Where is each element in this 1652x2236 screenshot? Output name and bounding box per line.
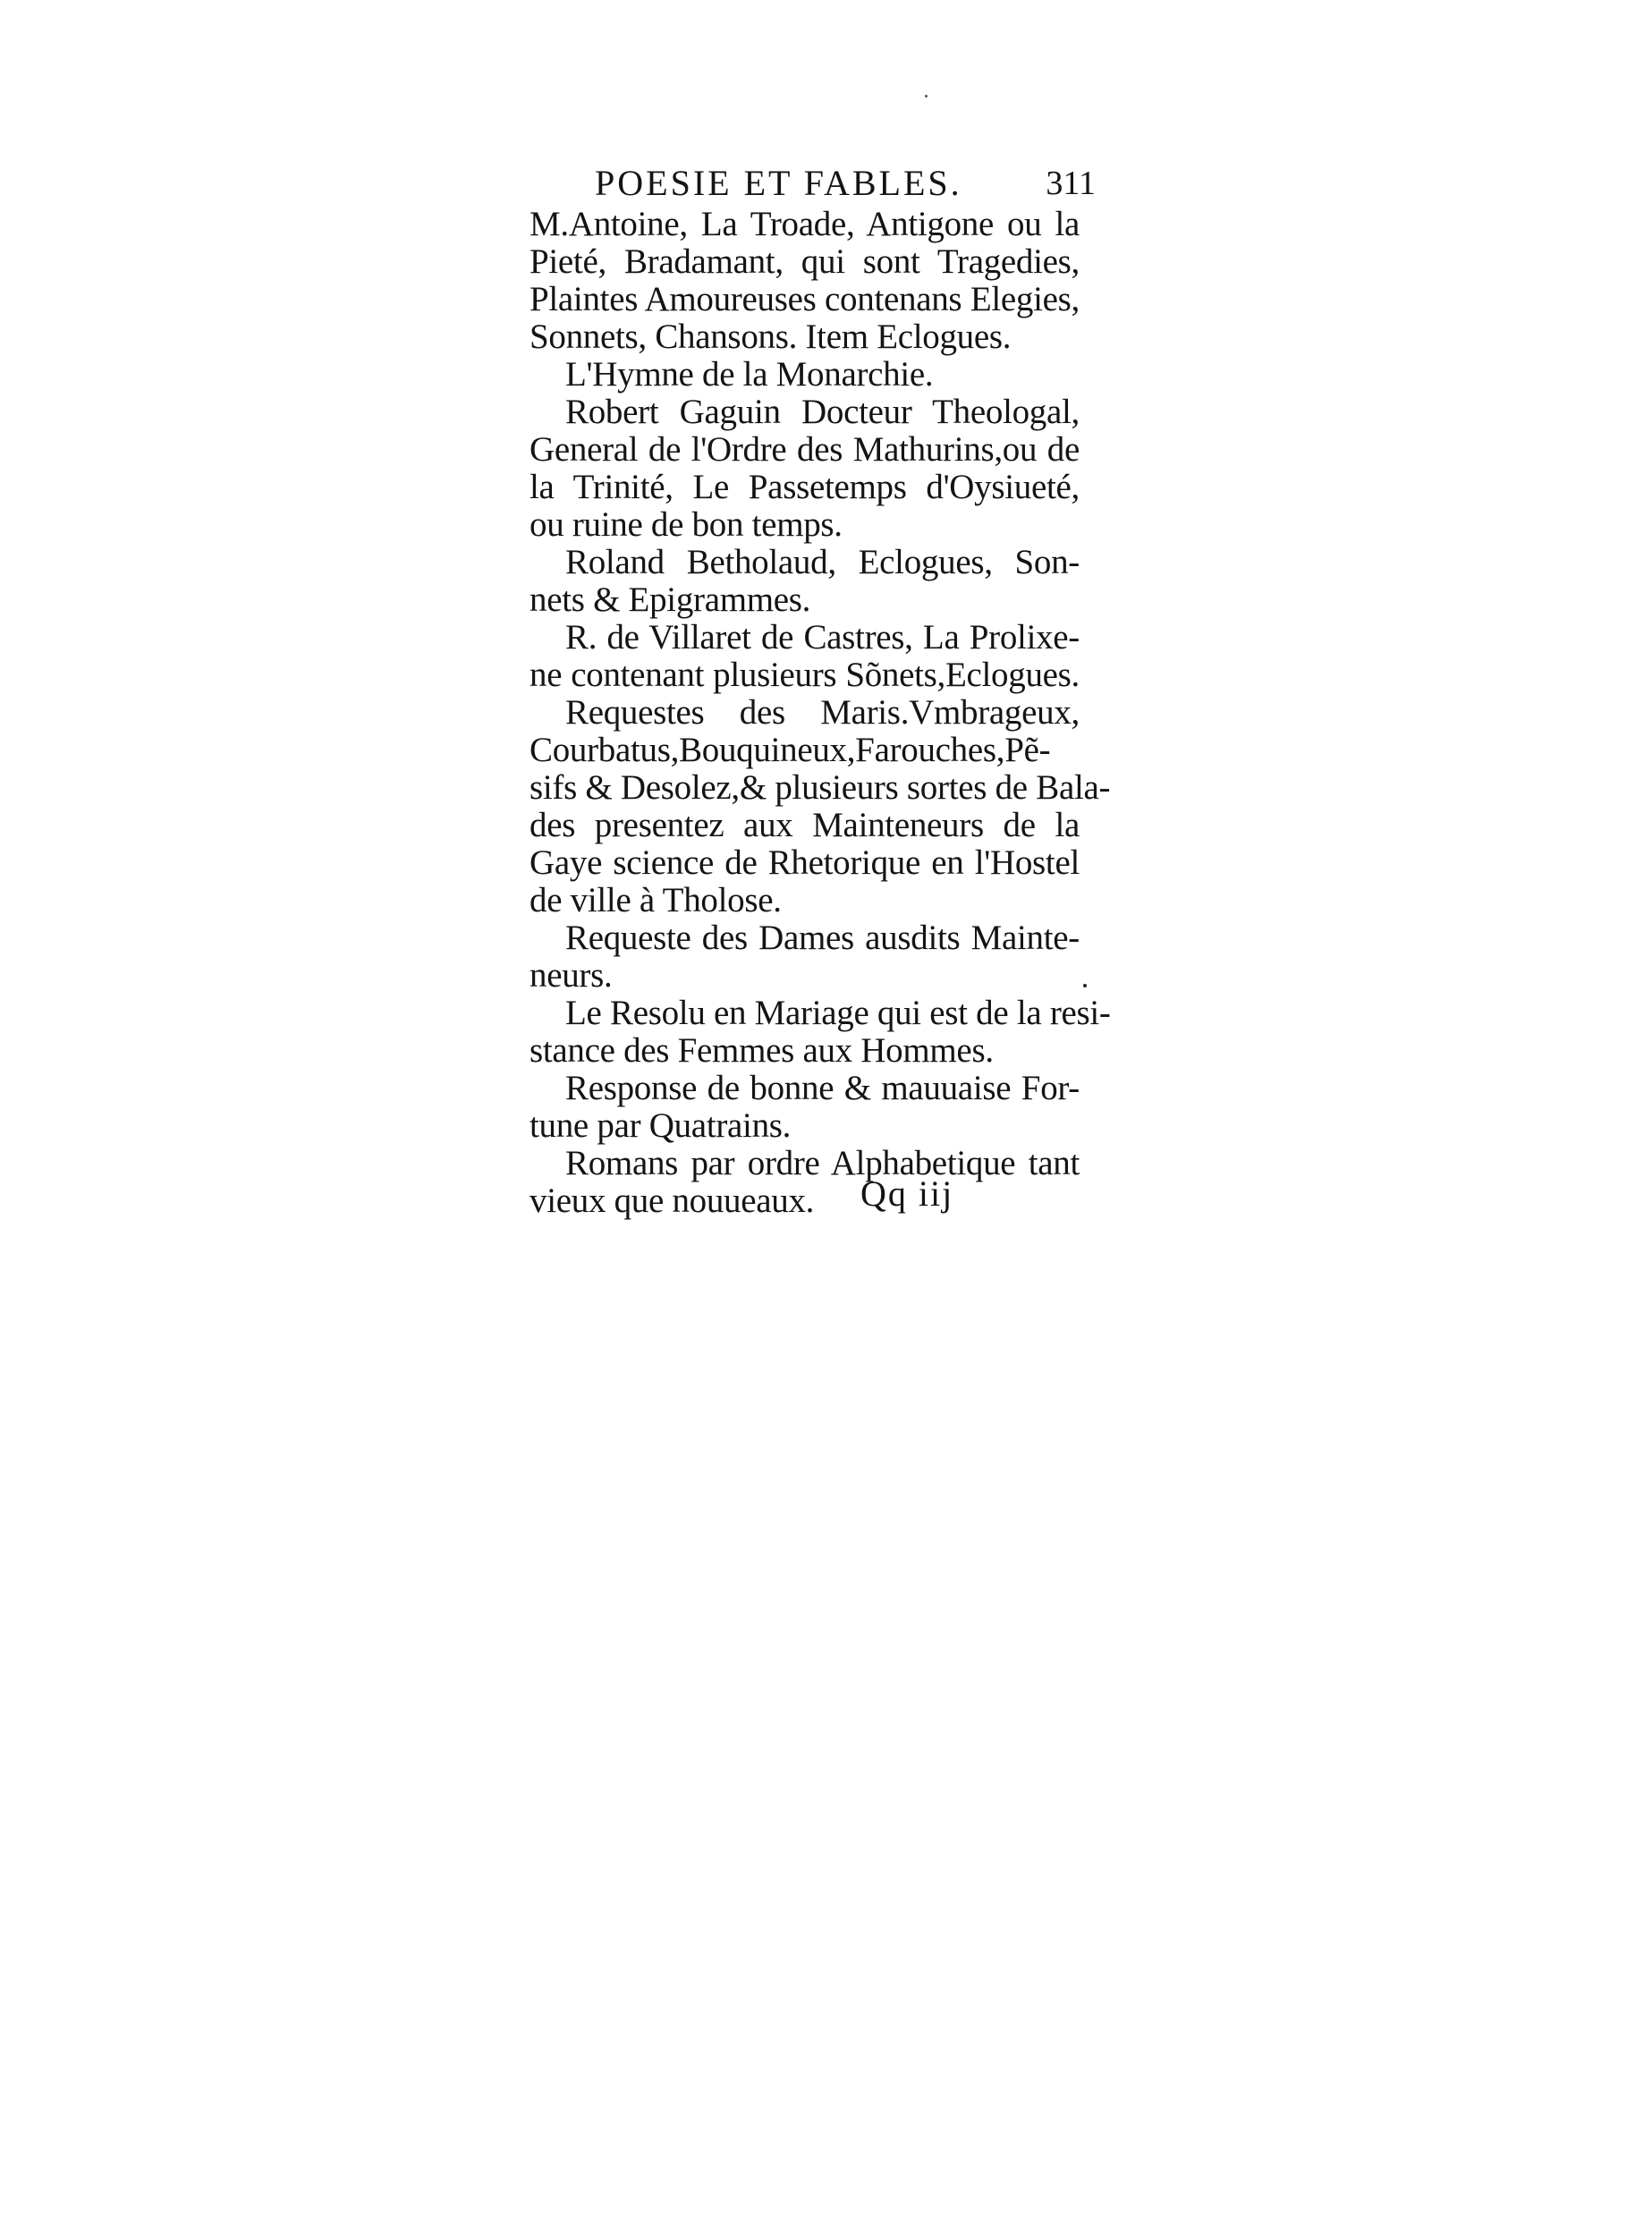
text-line: sifs & Desolez,& plusieurs sortes de Bala-	[529, 768, 1111, 807]
catalog-text	[529, 205, 1111, 1220]
text-line: stance des Femmes aux Hommes.	[529, 1031, 994, 1070]
text-line: R. de Villaret de Castres, La Prolixe-	[565, 618, 1080, 656]
text-line: Requestes des Maris.Vmbrageux,	[565, 693, 1080, 732]
text-line: des presentez aux Mainteneurs de la	[529, 806, 1080, 844]
text-line: General de l'Ordre des Mathurins,ou de	[529, 430, 1080, 469]
signature-mark: Qq iij	[860, 1173, 954, 1214]
text-line: nets & Epigrammes.	[529, 580, 811, 619]
text-line: Roland Betholaud, Eclogues, Son-	[565, 543, 1080, 581]
text-line: Gaye science de Rhetorique en l'Hostel	[529, 843, 1080, 882]
text-line: Plaintes Amoureuses contenans Elegies,	[529, 280, 1080, 318]
text-line: la Trinité, Le Passetemps d'Oysiueté,	[529, 468, 1080, 506]
page-number: 311	[1046, 165, 1096, 202]
paper-speck	[925, 95, 928, 97]
running-title: POESIE ET FABLES.	[595, 163, 962, 203]
page-header	[595, 161, 1096, 206]
text-line: tune par Quatrains.	[529, 1106, 792, 1145]
stray-dot	[1083, 984, 1087, 987]
text-line: L'Hymne de la Monarchie.	[565, 355, 934, 394]
text-line: vieux que nouueaux.	[529, 1182, 815, 1220]
text-line: neurs.	[529, 956, 613, 995]
text-line: Response de bonne & mauuaise For-	[565, 1069, 1080, 1107]
text-line: Le Resolu en Mariage qui est de la resi-	[565, 994, 1111, 1032]
text-line: Courbatus,Bouquineux,Farouches,Pẽ-	[529, 731, 1051, 769]
text-line: ou ruine de bon temps.	[529, 505, 843, 544]
text-line: Sonnets, Chansons. Item Eclogues.	[529, 318, 1012, 356]
text-line: ne contenant plusieurs Sõnets,Eclogues.	[529, 656, 1080, 694]
text-line: Romans par ordre Alphabetique tant	[565, 1144, 1080, 1182]
text-line: de ville à Tholose.	[529, 881, 782, 919]
text-line: M.Antoine, La Troade, Antigone ou la	[529, 205, 1080, 243]
text-line: Requeste des Dames ausdits Mainte-	[565, 919, 1080, 957]
text-line: Pieté, Bradamant, qui sont Tragedies,	[529, 242, 1080, 281]
text-line: Robert Gaguin Docteur Theologal,	[565, 393, 1080, 431]
